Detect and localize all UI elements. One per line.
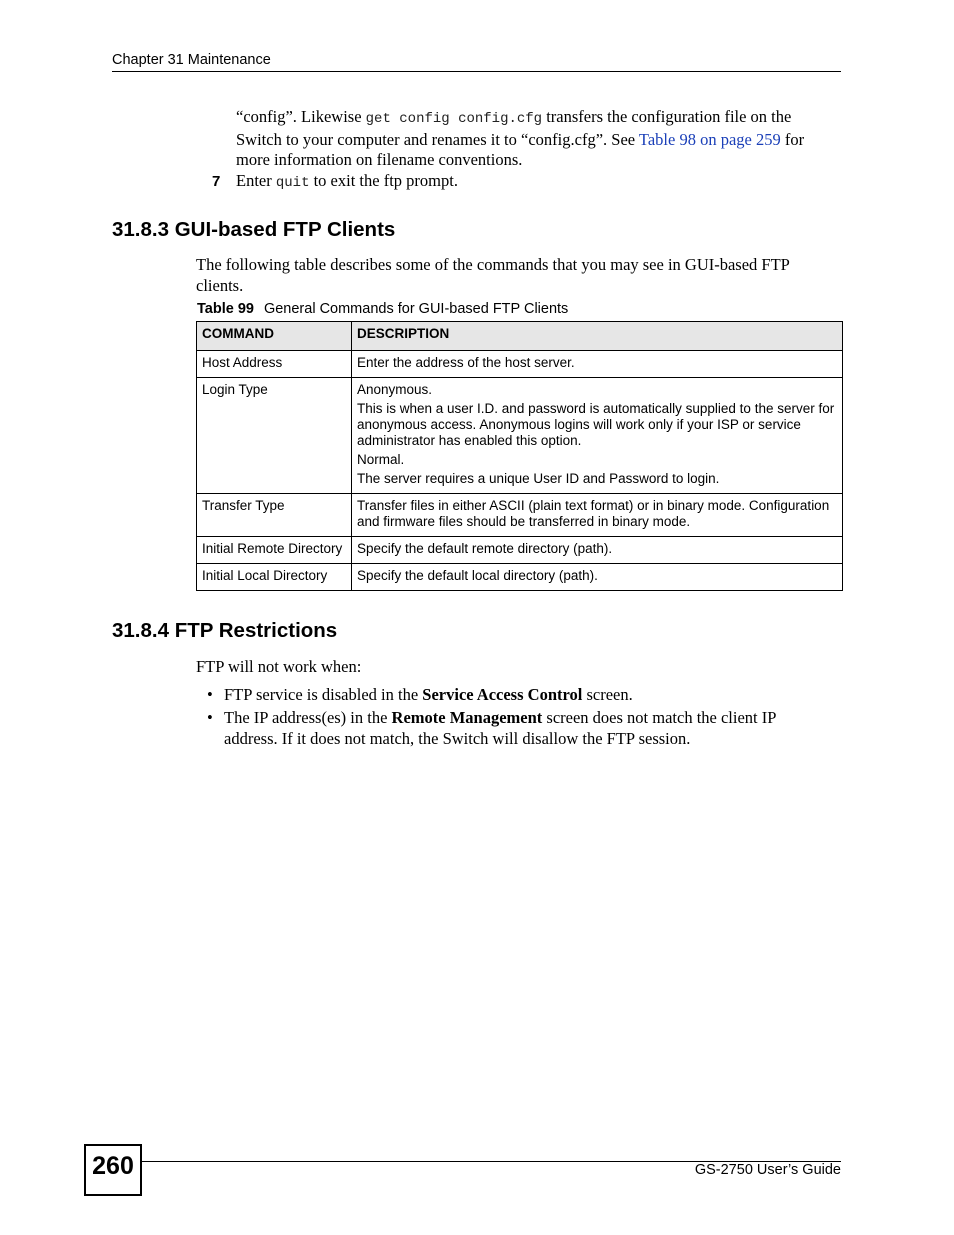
table-98-link[interactable]: Table 98 on page 259 xyxy=(638,129,781,149)
bold-term: Service Access Control xyxy=(422,685,583,704)
command-cell: Initial Local Directory xyxy=(197,564,352,591)
bullet-icon: • xyxy=(207,685,213,704)
continuation-paragraph xyxy=(236,107,836,171)
table-row xyxy=(197,564,843,591)
text-segment: The IP address(es) in the xyxy=(224,708,392,727)
bold-term: Remote Management xyxy=(391,708,543,727)
bullet-icon: • xyxy=(207,708,213,727)
guide-title: GS-2750 User’s Guide xyxy=(694,1162,841,1178)
table-header-row xyxy=(197,322,843,351)
table-caption-label: Table 99 xyxy=(197,301,254,317)
list-item xyxy=(196,684,816,705)
description-text: Specify the default local directory (path). xyxy=(357,568,598,583)
description-text: This is when a user I.D. and password is automatically supplied to the server for anonymous access. Anonymous logins will work only if your ISP or service administrator has enabled this option. xyxy=(357,401,835,448)
step-number: 7 xyxy=(212,173,221,190)
page-number: 260 xyxy=(92,1152,134,1180)
text-segment: Enter xyxy=(236,171,276,190)
restrictions-intro: FTP will not work when: xyxy=(196,657,362,676)
command-cell: Transfer Type xyxy=(197,494,352,537)
table-caption xyxy=(197,301,568,317)
section-heading-gui-ftp-clients: 31.8.3 GUI-based FTP Clients xyxy=(112,218,396,241)
column-header-description: DESCRIPTION xyxy=(352,322,843,351)
text-segment: transfers the configuration file on the Switch to your computer and renames it to “config.cfg”. See xyxy=(236,107,792,149)
description-text: Transfer files in either ASCII (plain text format) or in binary mode. Configuration and firmware files should be transferred in binary mode. xyxy=(357,498,830,529)
text-segment: for more information on filename conventions. xyxy=(236,129,805,169)
code-snippet: quit xyxy=(275,175,310,191)
description-cell xyxy=(352,537,843,564)
gui-intro-paragraph: The following table describes some of the commands that you may see in GUI-based FTP clients. xyxy=(196,255,790,295)
table-row xyxy=(197,351,843,378)
text-segment: FTP service is disabled in the xyxy=(224,685,423,704)
section-heading-ftp-restrictions: 31.8.4 FTP Restrictions xyxy=(112,619,338,642)
description-text: Enter the address of the host server. xyxy=(357,355,575,370)
description-cell xyxy=(352,564,843,591)
restrictions-list xyxy=(196,684,816,751)
column-header-command: COMMAND xyxy=(197,322,352,351)
description-cell xyxy=(352,351,843,378)
table-row xyxy=(197,537,843,564)
ftp-commands-table xyxy=(196,321,843,591)
description-text: Normal. xyxy=(357,452,405,467)
step-7 xyxy=(212,171,458,193)
command-cell: Host Address xyxy=(197,351,352,378)
table-caption-text: General Commands for GUI-based FTP Clients xyxy=(263,301,569,317)
description-cell xyxy=(352,494,843,537)
text-segment: screen. xyxy=(582,685,633,704)
page-number-box xyxy=(84,1144,142,1196)
text-segment: “config”. Likewise xyxy=(236,107,366,126)
header-rule xyxy=(112,71,841,72)
table-row xyxy=(197,378,843,494)
running-header: Chapter 31 Maintenance xyxy=(112,52,271,68)
code-snippet: get config config.cfg xyxy=(365,111,543,127)
description-text: Specify the default remote directory (path). xyxy=(357,541,613,556)
list-item xyxy=(196,707,816,749)
description-cell xyxy=(352,378,843,494)
text-segment: screen does not match the client IP address. If it does not match, the Switch will disallow the FTP session. xyxy=(224,708,776,748)
table-row xyxy=(197,494,843,537)
command-cell: Login Type xyxy=(197,378,352,494)
description-text: Anonymous. xyxy=(357,382,433,397)
command-cell: Initial Remote Directory xyxy=(197,537,352,564)
text-segment: to exit the ftp prompt. xyxy=(309,171,458,190)
description-text: The server requires a unique User ID and Password to login. xyxy=(357,471,720,486)
